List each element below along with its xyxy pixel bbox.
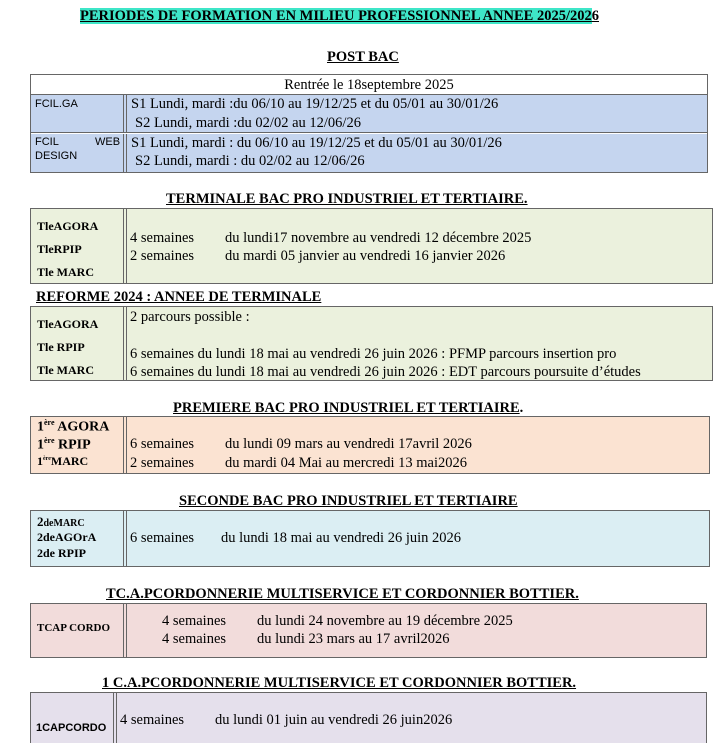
page-title: PERIODES DE FORMATION EN MILIEU PROFESSIONNEL ANNEE 2025/2026 [80,8,599,24]
terminale-heading: TERMINALE BAC PRO INDUSTRIEL ET TERTIAIRE. [166,191,528,207]
fcil-ga-s1: S1 Lundi, mardi :du 06/10 au 19/12/25 et du 05/01 au 30/01/26 [131,96,499,112]
premiere-duration-2: 2 semaines [130,455,195,471]
reforme-label-rpip: Tle RPIP [37,340,85,354]
seconde-label-rpip: 2de RPIP [37,546,86,560]
reforme-line-insertion: 6 semaines du lundi 18 mai au vendredi 26 juin 2026 : PFMP parcours insertion pro [130,346,617,362]
terminale-table [30,208,713,284]
cap1-period: du lundi 01 juin au vendredi 26 juin2026 [215,712,453,728]
terminale-duration-1: 4 semaines [130,230,195,246]
terminale-duration-2: 2 semaines [130,248,195,264]
post-bac-row-fcil-web [31,134,707,172]
seconde-label-agora: 2deAGOrA [37,530,97,544]
tcap-duration-1: 4 semaines [162,613,227,629]
premiere-table [30,416,710,474]
terminale-period-2: du mardi 05 janvier au vendredi 16 janvier 2026 [225,248,506,264]
premiere-period-1: du lundi 09 mars au vendredi 17avril 2026 [225,436,472,452]
terminale-period-1: du lundi17 novembre au vendredi 12 décembre 2025 [225,230,532,246]
fcil-web-s2: S2 Lundi, mardi : du 02/02 au 12/06/26 [135,153,365,169]
reforme-label-marc: Tle MARC [37,363,94,377]
cap1-table [30,692,707,743]
tcap-duration-2: 4 semaines [162,631,227,647]
rentree-text: Rentrée le 18septembre 2025 [284,77,454,93]
tcap-table [30,603,707,658]
premiere-duration-1: 6 semaines [130,436,195,452]
reforme-line-poursuite: 6 semaines du lundi 18 mai au vendredi 26 juin 2026 : EDT parcours poursuite d’études [130,364,641,380]
premiere-label-marc: 1èreMARC [37,454,89,468]
fcil-ga-s2: S2 Lundi, mardi :du 02/02 au 12/06/26 [135,115,361,131]
tcap-period-2: du lundi 23 mars au 17 avril2026 [257,631,450,647]
post-bac-row-fcil-ga [31,95,707,133]
tcap-heading: TC.A.PCORDONNERIE MULTISERVICE ET CORDONNIER BOTTIER. [106,586,579,602]
rentree-row [31,75,707,95]
post-bac-heading: POST BAC [327,49,399,65]
fcil-web-label-a: FCIL [35,136,59,148]
tcap-label: TCAP CORDO [37,622,111,634]
fcil-web-label-c: DESIGN [35,150,78,162]
seconde-label-marc: 2deMARC [37,514,85,529]
reforme-heading: REFORME 2024 : ANNEE DE TERMINALE [36,289,322,305]
terminale-label-rpip: TleRPIP [37,242,82,256]
cap1-heading: 1 C.A.PCORDONNERIE MULTISERVICE ET CORDONNIER BOTTIER. [102,675,577,691]
seconde-duration: 6 semaines [130,530,195,546]
fcil-ga-label: FCIL.GA [35,98,78,110]
premiere-label-rpip: 1ère RPIP [37,436,91,453]
reforme-intro: 2 parcours possible : [130,309,250,325]
post-bac-table [30,74,708,173]
seconde-table [30,510,710,567]
terminale-label-agora: TleAGORA [37,219,99,233]
premiere-period-2: du mardi 04 Mai au mercredi 13 mai2026 [225,455,468,471]
cap1-label: 1CAPCORDO [36,722,107,734]
reforme-label-agora: TleAGORA [37,317,99,331]
terminale-label-marc: Tle MARC [37,265,94,279]
seconde-period: du lundi 18 mai au vendredi 26 juin 2026 [221,530,462,546]
cap1-duration: 4 semaines [120,712,185,728]
premiere-label-agora: 1ère AGORA [37,418,110,435]
premiere-heading: PREMIERE BAC PRO INDUSTRIEL ET TERTIAIRE. [173,400,524,416]
fcil-web-label-b: WEB [95,136,121,148]
fcil-web-s1: S1 Lundi, mardi : du 06/10 au 19/12/25 et du 05/01 au 30/01/26 [131,135,502,151]
tcap-period-1: du lundi 24 novembre au 19 décembre 2025 [257,613,513,629]
reforme-table [30,306,713,381]
seconde-heading: SECONDE BAC PRO INDUSTRIEL ET TERTIAIRE [179,493,518,509]
